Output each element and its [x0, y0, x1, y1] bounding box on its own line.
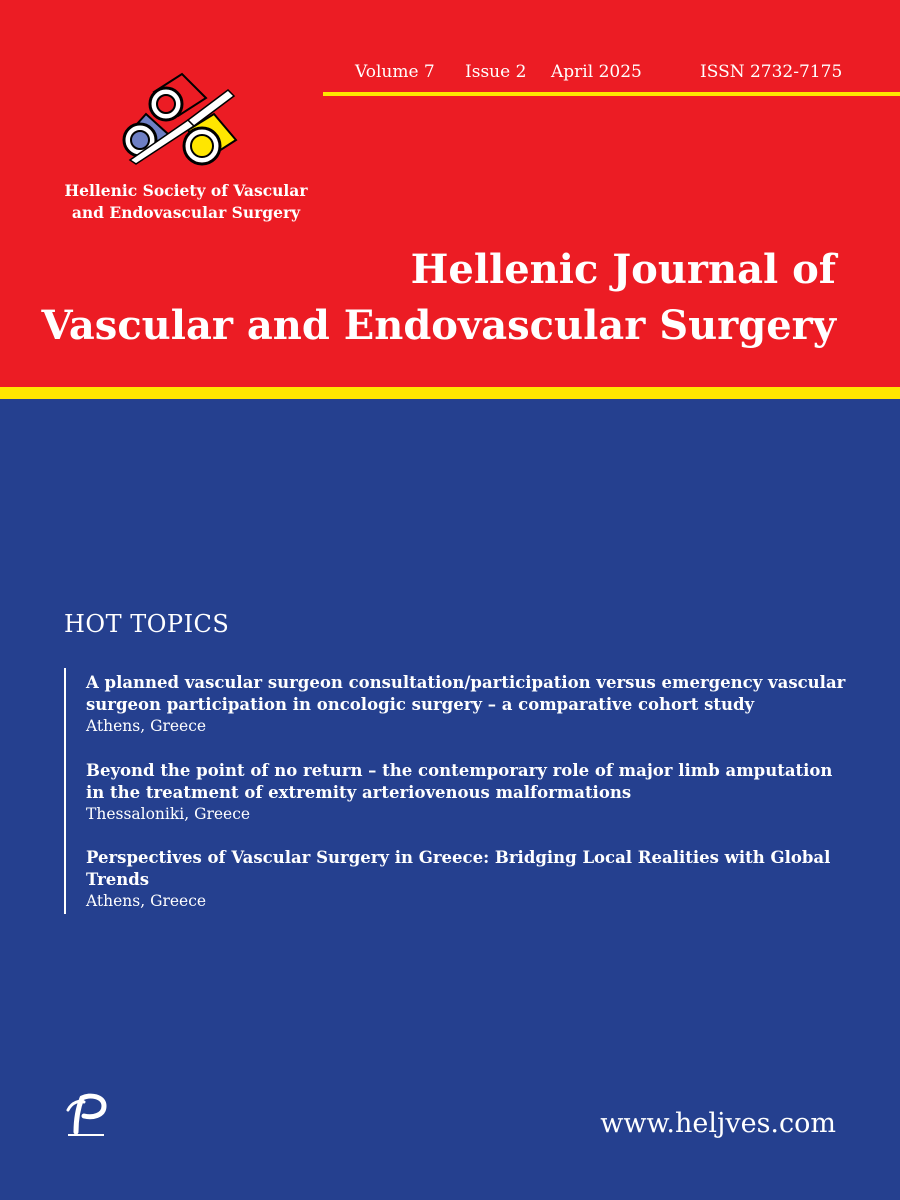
publisher-logo-icon	[62, 1090, 112, 1140]
hot-topic-location: Athens, Greece	[86, 892, 207, 910]
journal-title-line1: Hellenic Journal of	[410, 246, 836, 293]
hot-topic-title: A planned vascular surgeon consultation/participation versus emergency vascular surgeon participation in oncologic surgery – a comparative cohort study	[86, 673, 846, 714]
hot-topic-item	[86, 672, 846, 737]
society-name-line2: and Endovascular Surgery	[71, 203, 301, 222]
hot-topic-title: Beyond the point of no return – the contemporary role of major limb amputation in the treatment of extremity arteriovenous malformations	[86, 761, 833, 802]
header-band	[0, 0, 900, 387]
hot-topic-item	[86, 760, 846, 825]
journal-title-line2: Vascular and Endovascular Surgery	[41, 302, 836, 349]
issue-date: April 2025	[551, 62, 642, 82]
hot-topic-item	[86, 847, 846, 912]
hot-topics-list	[64, 668, 846, 914]
issue-info-bar	[323, 56, 900, 96]
hot-topic-title: Perspectives of Vascular Surgery in Greece: Bridging Local Realities with Global Trends	[86, 848, 831, 889]
hot-topic-location: Athens, Greece	[86, 717, 207, 735]
journal-title	[42, 242, 836, 354]
issn-label: ISSN 2732-7175	[700, 62, 843, 82]
issue-label: Issue 2	[465, 62, 527, 82]
yellow-divider-stripe	[0, 387, 900, 399]
journal-website-url[interactable]: www.heljves.com	[600, 1108, 836, 1139]
hot-topics-heading: HOT TOPICS	[64, 610, 230, 638]
hot-topic-location: Thessaloniki, Greece	[86, 805, 251, 823]
volume-label: Volume 7	[355, 62, 435, 82]
society-name-line1: Hellenic Society of Vascular	[64, 181, 308, 200]
society-logo-icon	[118, 68, 246, 176]
society-name	[56, 180, 316, 224]
